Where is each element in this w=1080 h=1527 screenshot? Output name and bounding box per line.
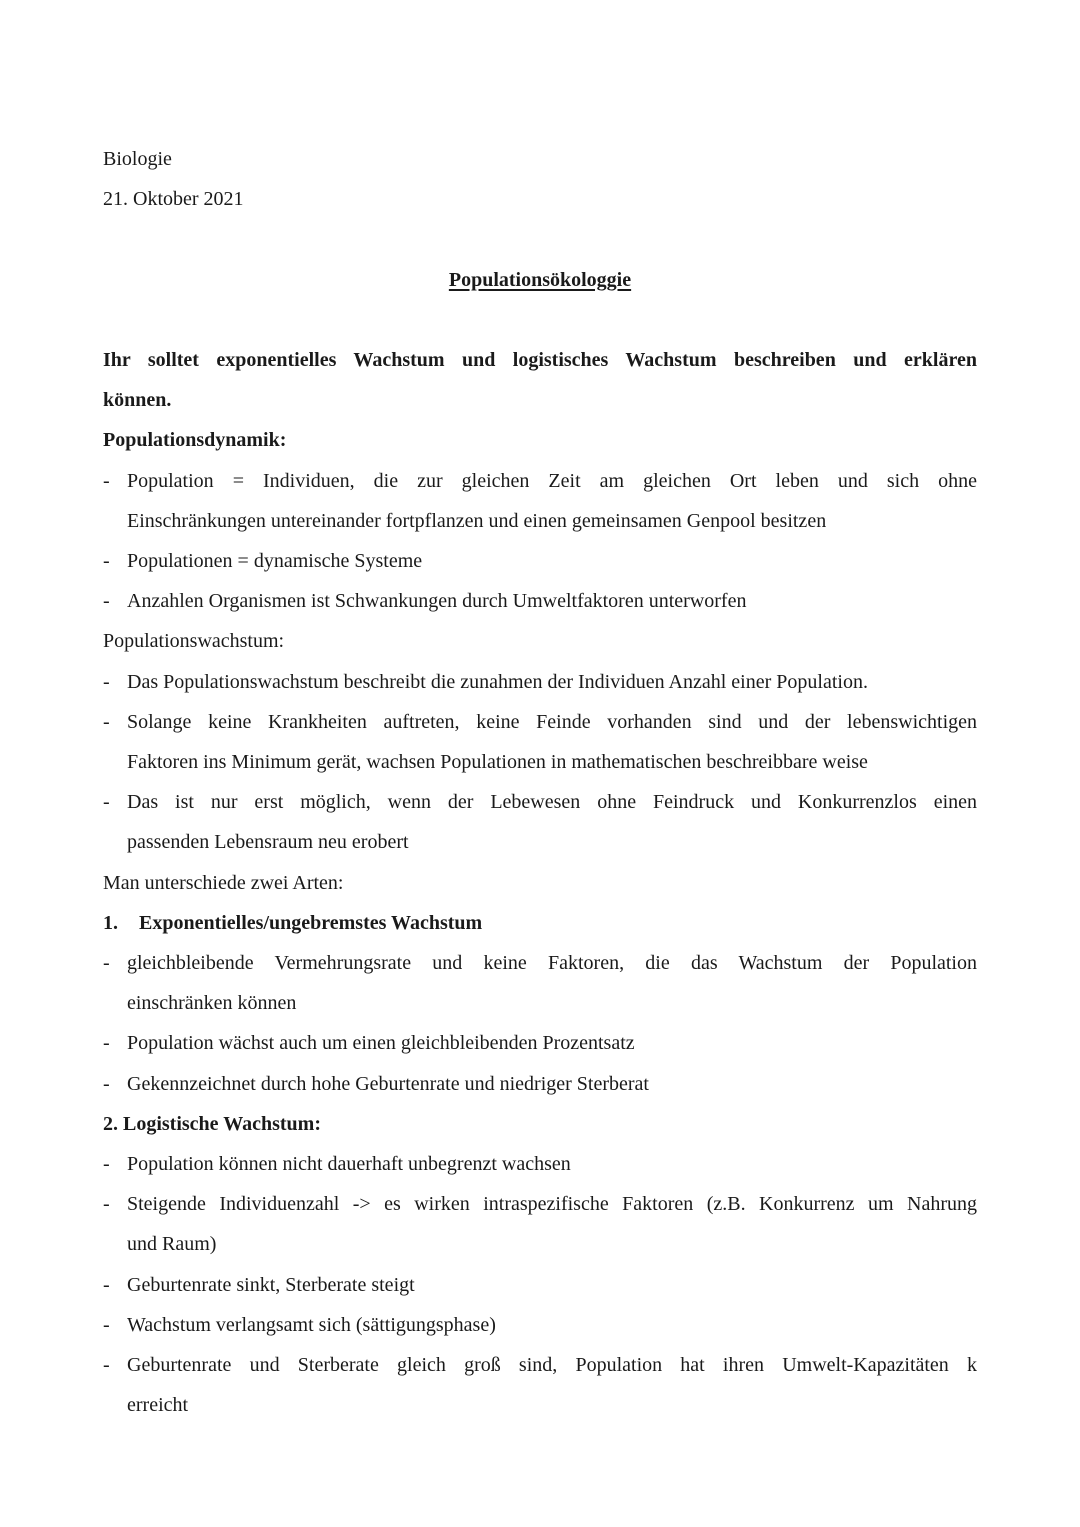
bullet-dash: - <box>103 590 110 613</box>
bullet-text: Gekennzeichnet durch hohe Geburtenrate und niedriger Sterberat <box>127 1072 649 1095</box>
bullet-dash: - <box>103 1273 110 1296</box>
bullet-item <box>103 1305 977 1345</box>
bullet-text: Anzahlen Organismen ist Schwankungen durch Umweltfaktoren unterworfen <box>127 590 747 613</box>
bullet-dash: - <box>103 1313 110 1336</box>
bullet-text: Das Populationswachstum beschreibt die zunahmen der Individuen Anzahl einer Population. <box>127 670 868 693</box>
bullet-dash: - <box>103 1193 110 1216</box>
section-heading-logistisch: 2. Logistische Wachstum: <box>103 1112 321 1135</box>
bullet-text: Solange keine Krankheiten auftreten, keine Feinde vorhanden sind und der lebenswichtigen <box>127 710 977 733</box>
bullet-item <box>103 1144 977 1184</box>
document-page <box>103 139 977 1425</box>
bullet-item <box>103 1184 977 1264</box>
bullet-text: Geburtenrate und Sterberate gleich groß sind, Population hat ihren Umwelt-Kapazitäten k <box>127 1354 977 1377</box>
learning-goal-line-1: Ihr solltet exponentielles Wachstum und logistisches Wachstum beschreiben und erklären <box>103 348 977 371</box>
bullet-item <box>103 581 977 621</box>
section-heading-wachstum: Populationswachstum: <box>103 630 285 653</box>
bullet-text: Population können nicht dauerhaft unbegrenzt wachsen <box>127 1153 571 1176</box>
bullet-item <box>103 461 977 541</box>
spacer <box>103 300 977 340</box>
bullet-dash: - <box>103 710 110 733</box>
bullet-text: Geburtenrate sinkt, Sterberate steigt <box>127 1273 415 1296</box>
bullet-item <box>103 1265 977 1305</box>
bullet-item <box>103 1064 977 1104</box>
bullet-text-continued: Einschränkungen untereinander fortpflanzen und einen gemeinsamen Genpool besitzen <box>127 509 827 532</box>
bullet-text: Das ist nur erst möglich, wenn der Lebewesen ohne Feindruck und Konkurrenzlos einen <box>127 791 977 814</box>
bullet-dash: - <box>103 952 110 975</box>
types-intro: Man unterschiede zwei Arten: <box>103 871 344 894</box>
bullet-dash: - <box>103 1032 110 1055</box>
bullet-item <box>103 541 977 581</box>
subject-line: Biologie <box>103 148 172 170</box>
bullet-dash: - <box>103 550 110 572</box>
bullet-text-continued: Faktoren ins Minimum gerät, wachsen Populationen in mathematischen beschreibbare weise <box>127 751 868 774</box>
bullet-text: Populationen = dynamische Systeme <box>127 550 423 572</box>
bullet-text-continued: erreicht <box>127 1394 189 1417</box>
bullet-item <box>103 943 977 1023</box>
bullet-dash: - <box>103 791 110 814</box>
bullet-item <box>103 782 977 862</box>
document-title: Populationsökologgie <box>448 268 632 291</box>
bullet-text: Steigende Individuenzahl -> es wirken intraspezifische Faktoren (z.B. Konkurrenz um Nahrung <box>127 1193 977 1216</box>
bullet-text: gleichbleibende Vermehrungsrate und keine Faktoren, die das Wachstum der Population <box>127 952 977 975</box>
date-line: 21. Oktober 2021 <box>103 188 244 211</box>
bullet-dash: - <box>103 469 110 492</box>
bullet-dash: - <box>103 670 110 693</box>
bullet-text: Wachstum verlangsamt sich (sättigungsphase) <box>127 1313 496 1336</box>
heading-text: Exponentielles/ungebremstes Wachstum <box>139 911 483 934</box>
heading-number: 1. <box>103 911 118 934</box>
bullet-dash: - <box>103 1354 110 1377</box>
bullet-dash: - <box>103 1153 110 1176</box>
bullet-item <box>103 702 977 782</box>
bullet-dash: - <box>103 1072 110 1095</box>
bullet-item <box>103 662 977 702</box>
section-heading-dynamik: Populationsdynamik: <box>103 429 287 452</box>
spacer <box>103 219 977 259</box>
bullet-text-continued: passenden Lebensraum neu erobert <box>127 831 409 854</box>
bullet-text-continued: und Raum) <box>127 1233 217 1256</box>
bullet-text-continued: einschränken können <box>127 992 297 1015</box>
bullet-item <box>103 1345 977 1425</box>
bullet-text: Population wächst auch um einen gleichbleibenden Prozentsatz <box>127 1032 635 1055</box>
bullet-item <box>103 1023 977 1063</box>
bullet-text: Population = Individuen, die zur gleichen Zeit am gleichen Ort leben und sich ohne <box>127 469 977 492</box>
learning-goal-line-2: können. <box>103 389 172 412</box>
section-heading-exponentiell <box>103 903 977 943</box>
